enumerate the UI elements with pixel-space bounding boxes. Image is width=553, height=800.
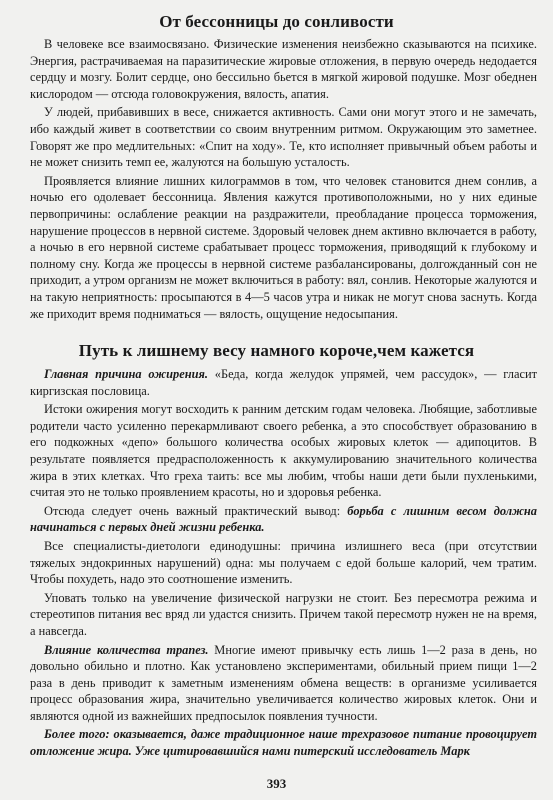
section-heading-weight: Путь к лишнему весу намного короче,чем кажется	[78, 341, 475, 360]
section-body-insomnia	[30, 36, 537, 324]
paragraph: В человеке все взаимосвязано. Физические изменения неизбежно сказываются на психике. Энергия, растрачиваемая на паразитические жировые отложения, в первую очередь недодается сердцу и мозгу. Болит сердце, оно бессильно бьется в мягкой жировой подушке. Мозг обеднен кислородом — отсюда головокружения, вялость, апатия.	[30, 37, 537, 101]
paragraph: Более того: оказывается, даже традиционное наше трехразовое питание провоцирует отложение жира. Уже цитировавшийся нами питерский исследователь Марк	[30, 727, 537, 759]
paragraph-text: «Беда, когда желудок упрямей, чем рассудок», — гласит киргизская пословица.	[30, 367, 537, 398]
paragraph: Уповать только на увеличение физической нагрузки не стоит. Без пересмотра режима и стереотипов питания вес вряд ли удастся снизить. Причем такой пересмотр нужен не на время, а навсегда.	[30, 590, 537, 638]
section-heading-insomnia: От бессонницы до сонливости	[159, 12, 394, 31]
paragraph: Проявляется влияние лишних килограммов в том, что человек становится днем сонлив, а ночью его одолевает бессонница. Явления кажутся противоположными, но у них единые первопричины: ослабление реакции на раздражители, преобладание процесса торможения, нарушение процессов в нервной системе. Здоровый человек днем активно включается в работу, а ночью в его нервной системе срабатывает процесс торможения, приводящий к глубокому и полному сну. Когда же процессы в нервной системе разбалансированы, долгожданный сон не приходит, а утром организм не может включиться в работу: вял, сонлив. Некоторые жалуются и на такую неприятность: просыпаются в 4—5 часов утра и никак не могут снова заснуть. Когда же приходит время подниматься — вялость, ощущение недосыпания.	[30, 173, 537, 321]
paragraph	[30, 366, 537, 399]
paragraph	[30, 503, 537, 536]
paragraph	[30, 642, 537, 725]
paragraph-emphasis: борьба с лишним весом должна начинаться с первых дней жизни ребенка.	[30, 503, 537, 535]
paragraph-text: Отсюда следует очень важный практический вывод:	[44, 503, 348, 518]
paragraph-lead: Главная причина ожирения.	[44, 367, 208, 381]
section-body-weight	[30, 366, 537, 762]
paragraph: Все специалисты-диетологи единодушны: причина излишнего веса (при отсутствии тяжелых эндокринных нарушений) одна: мы получаем с едой больше калорий, чем тратим. Чтобы похудеть, надо это соотношение изменить.	[30, 538, 537, 587]
paragraph: Истоки ожирения могут восходить к ранним детским годам человека. Любящие, заботливые родители часто усиленно перекармливают своего ребенка, а это способствует образованию в его подкожных «депо» большого количества особых жировых клеток — адипоцитов. В результате появляется предрасположенность к аккумулированию значительного количества жира в этих клетках. Что греха таить: все мы любим, чтобы наши дети были пухленькими, считая это не только проявлением красоты, но и здоровья ребенка.	[30, 402, 537, 500]
paragraph-text: Многие имеют привычку есть лишь 1—2 раза в день, но довольно обильно и плотно. Как установлено экспериментами, обильный прием пищи 1—2 раза в день приводит к заметным изменениям обмена веществ: в организме усиливается процесс образования жира, значительно увеличивается количество жировых клеток. Они и являются одной из важнейших предпосылок появления тучности.	[30, 642, 537, 723]
paragraph-lead: Влияние количества трапез.	[44, 642, 209, 657]
page-number: 393	[266, 776, 287, 791]
paragraph: У людей, прибавивших в весе, снижается активность. Сами они могут этого и не замечать, ибо каждый живет в соответствии со своим внутренним ритмом. Окружающим это заметнее. Говорят же про медлительных: «Спит на ходу». Те, кто исполняет привычный объем работы и не может снизить темп ее, жалуются на большую усталость.	[30, 105, 537, 170]
